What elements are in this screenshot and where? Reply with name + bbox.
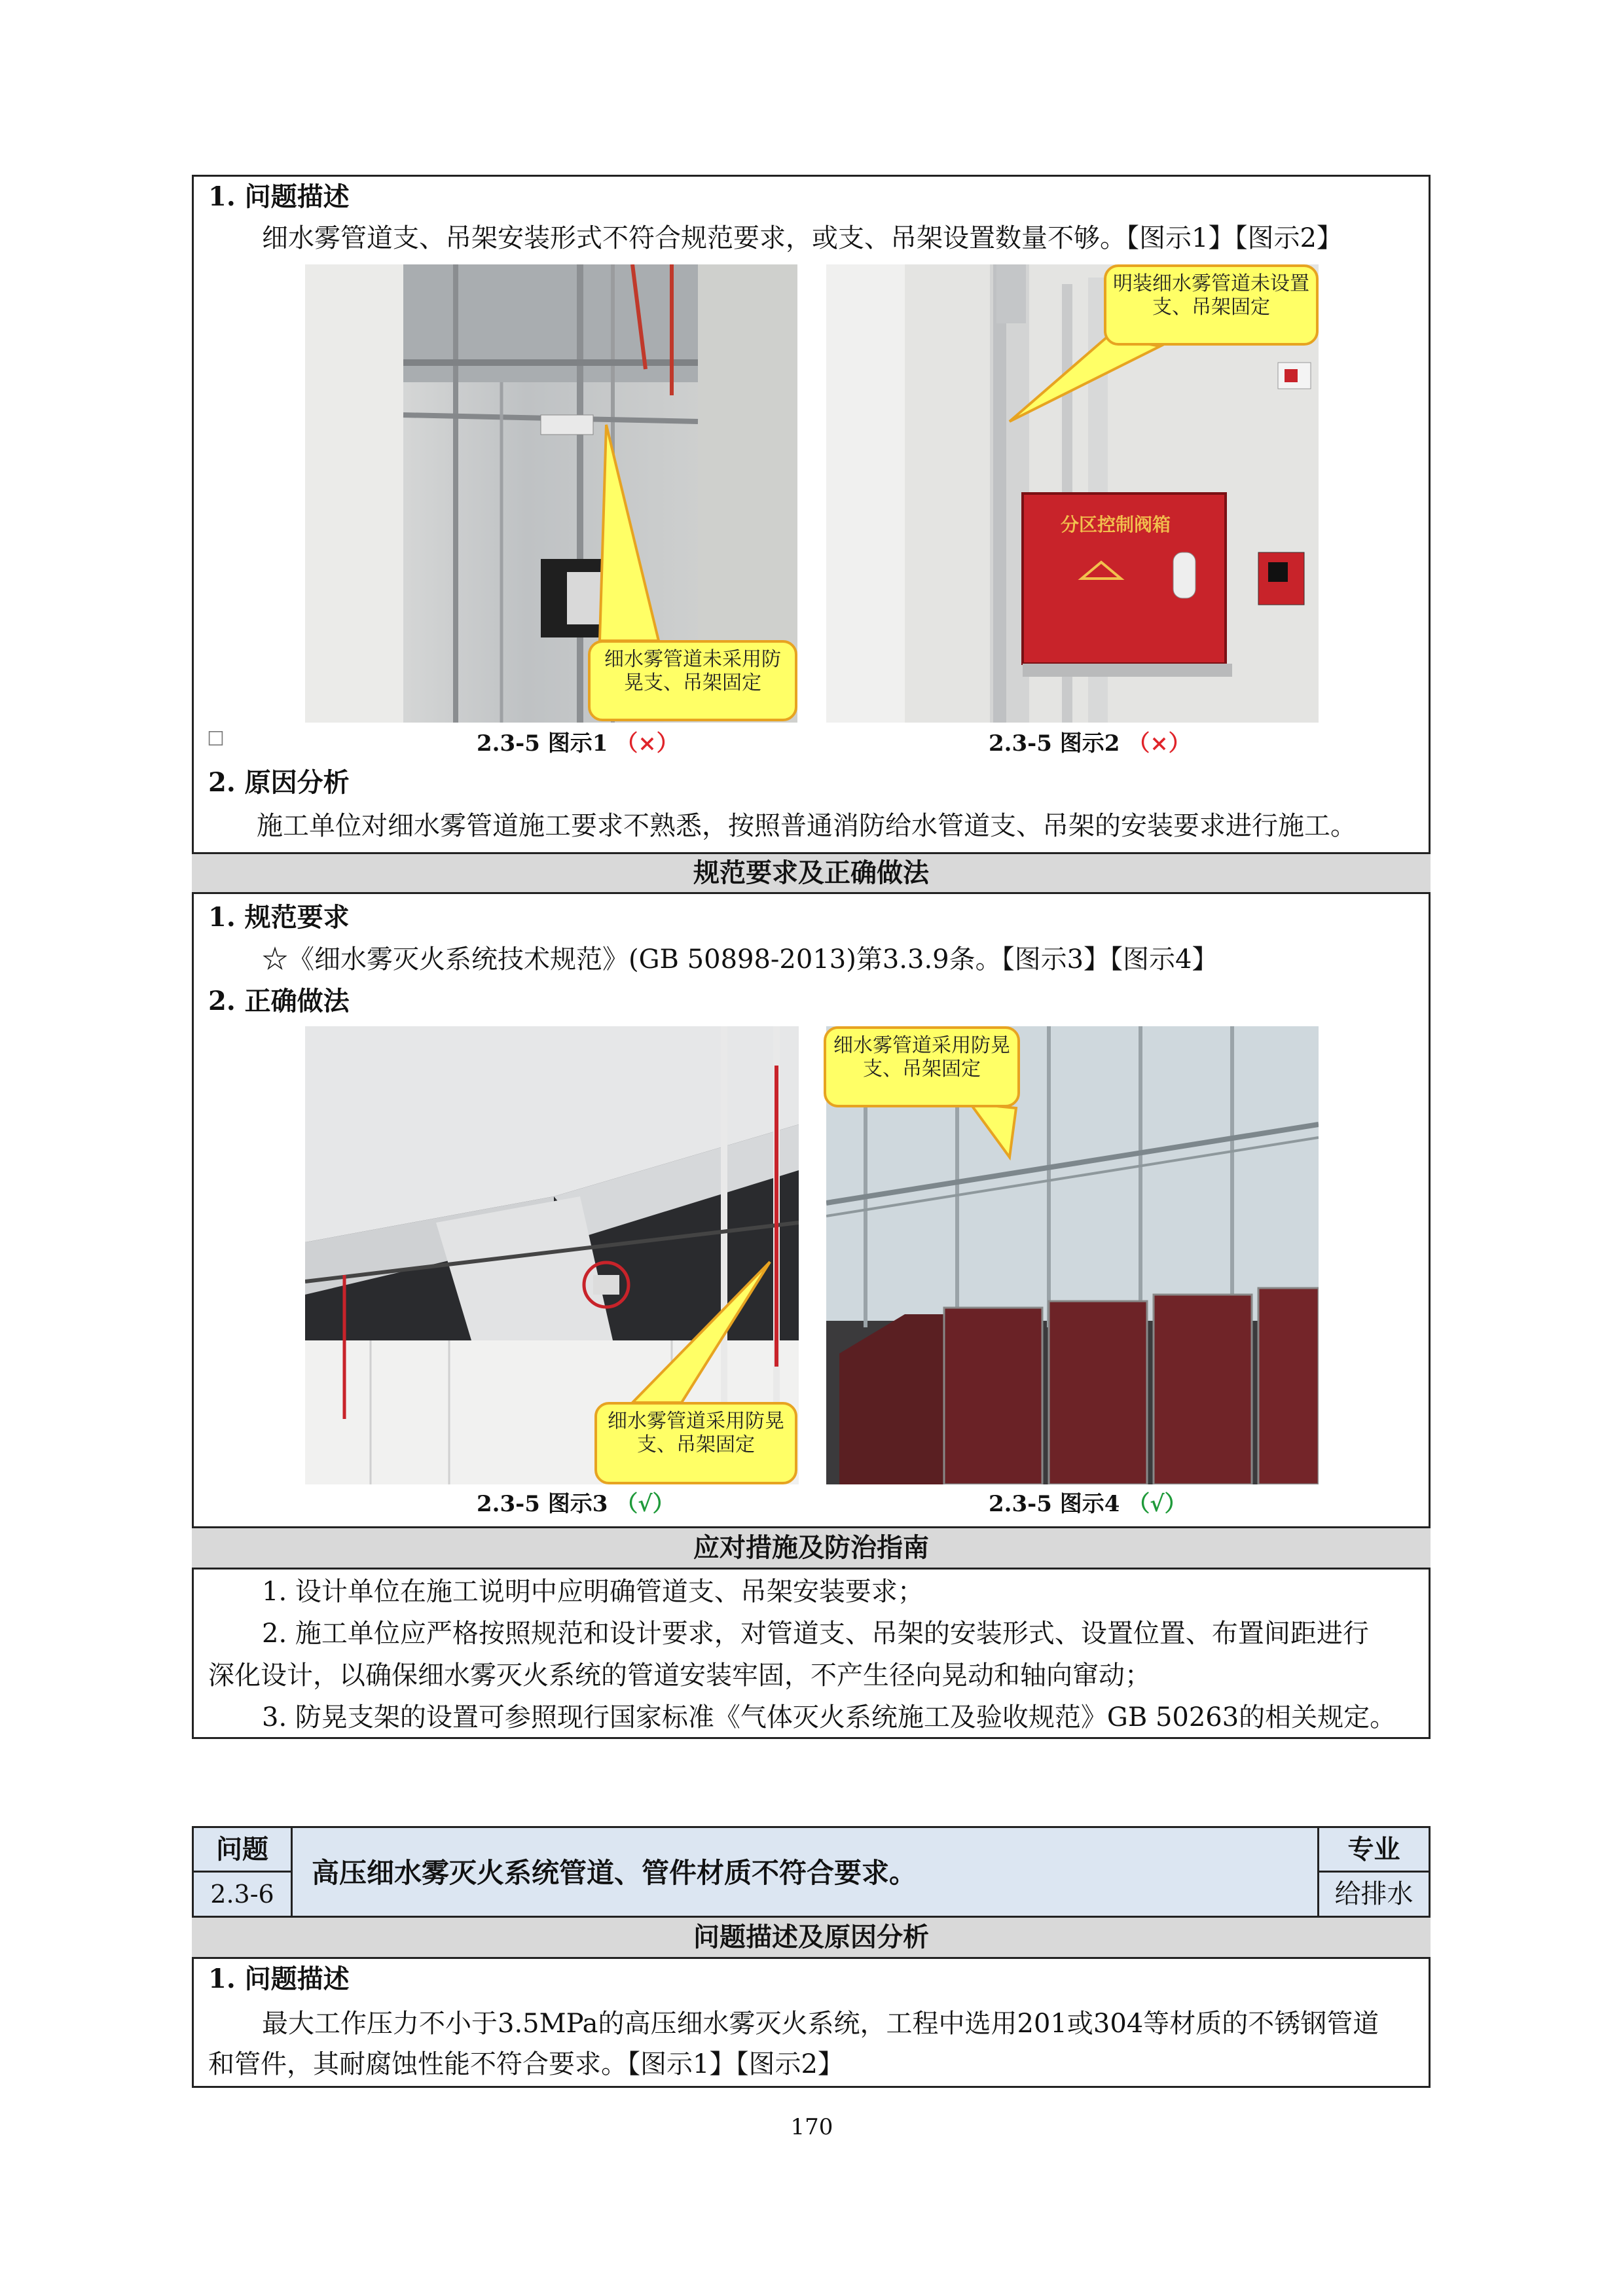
- figure-1-callout: 细水雾管道未采用防晃支、吊架固定: [588, 640, 797, 721]
- table-2-problem-line-2: 和管件，其耐腐蚀性能不符合要求。【图示1】【图示2】: [208, 2049, 844, 2079]
- figure-4-caption-text: 2.3-5 图示4: [989, 1491, 1120, 1517]
- table-2-problem-heading: 1. 问题描述: [208, 1964, 350, 1994]
- table-2-title: 高压细水雾灭火系统管道、管件材质不符合要求。: [312, 1857, 917, 1889]
- cause-heading: 2. 原因分析: [208, 767, 350, 798]
- section-2-bar: [192, 852, 1431, 894]
- correct-heading: 2. 正确做法: [208, 986, 350, 1016]
- figure-1-wrong-mark: （×）: [615, 730, 679, 757]
- divider: [1317, 1871, 1431, 1873]
- major-label: 专业: [1347, 1834, 1400, 1865]
- figure-2-wrong-mark: （×）: [1127, 730, 1191, 757]
- measure-2: 2. 施工单位应严格按照规范和设计要求，对管道支、吊架的安装形式、设置位置、布置间距进行: [262, 1619, 1369, 1649]
- checkbox-glyph: ☐: [207, 728, 225, 751]
- divider: [192, 1871, 291, 1873]
- measure-3: 3. 防晃支架的设置可参照现行国家标准《气体灭火系统施工及验收规范》GB 50263的相关规定。: [262, 1702, 1396, 1732]
- section-3-bar: [192, 1526, 1431, 1570]
- figure-3-caption-text: 2.3-5 图示3: [477, 1491, 608, 1517]
- figure-2-callout: 明装细水雾管道未设置支、吊架固定: [1104, 264, 1319, 346]
- figure-2-cabinet-label: 分区控制阀箱: [1061, 514, 1171, 535]
- problem-heading: 1. 问题描述: [208, 181, 350, 212]
- section-2-title: 规范要求及正确做法: [693, 857, 929, 888]
- figure-2-caption: [989, 725, 1191, 757]
- table-2-problem-line-1: 最大工作压力不小于3.5MPa的高压细水雾灭火系统，工程中选用201或304等材质的不锈钢管道: [262, 2009, 1379, 2039]
- spec-text: ☆《细水雾灭火系统技术规范》(GB 50898-2013)第3.3.9条。【图示3】【图示4】: [262, 944, 1218, 975]
- problem-text: 细水雾管道支、吊架安装形式不符合规范要求，或支、吊架设置数量不够。【图示1】【图示2】: [262, 223, 1343, 253]
- figure-4-right-mark: （√）: [1127, 1491, 1187, 1517]
- figure-4-caption: [989, 1486, 1187, 1518]
- figure-3-right-mark: （√）: [615, 1491, 675, 1517]
- problem-label: 问题: [216, 1834, 268, 1865]
- figure-1-caption-text: 2.3-5 图示1: [477, 730, 608, 757]
- cause-text: 施工单位对细水雾管道施工要求不熟悉，按照普通消防给水管道支、吊架的安装要求进行施工。: [257, 811, 1357, 841]
- figure-1-caption: [477, 725, 679, 757]
- spec-heading: 1. 规范要求: [208, 902, 350, 933]
- page-number: 170: [790, 2114, 833, 2140]
- figure-3-caption: [477, 1486, 675, 1518]
- section-3-title: 应对措施及防治指南: [693, 1532, 929, 1563]
- major-value: 给排水: [1334, 1879, 1413, 1909]
- figure-2-caption-text: 2.3-5 图示2: [989, 730, 1120, 757]
- figure-4-callout: 细水雾管道采用防晃支、吊架固定: [824, 1026, 1020, 1107]
- table-2-bar-title: 问题描述及原因分析: [693, 1922, 929, 1952]
- measure-1: 1. 设计单位在施工说明中应明确管道支、吊架安装要求；: [262, 1577, 924, 1607]
- figure-3-callout: 细水雾管道采用防晃支、吊架固定: [594, 1402, 797, 1484]
- measure-2-cont: 深化设计，以确保细水雾灭火系统的管道安装牢固，不产生径向晃动和轴向窜动；: [208, 1660, 1151, 1691]
- problem-code: 2.3-6: [210, 1880, 274, 1909]
- table-2-bar: [192, 1916, 1431, 1959]
